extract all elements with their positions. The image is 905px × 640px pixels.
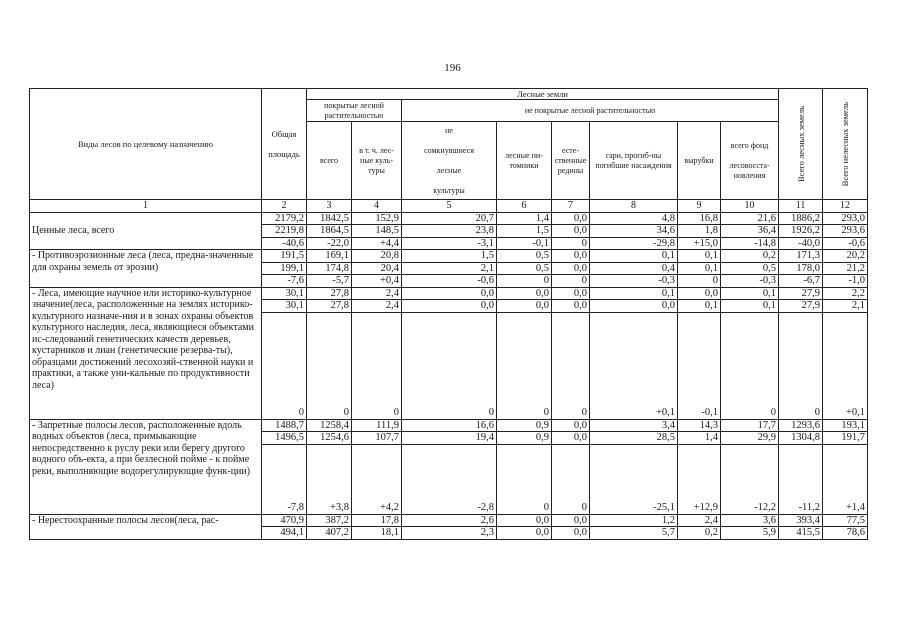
col-number: 2 — [262, 200, 307, 213]
table-cell: 2179,2 — [262, 212, 307, 225]
table-cell: 1258,4 — [307, 419, 352, 432]
table-cell: 0,0 — [552, 225, 590, 238]
table-cell: -12,2 — [721, 444, 779, 514]
header-all: всего — [307, 122, 352, 200]
table-cell: 1488,7 — [262, 419, 307, 432]
table-cell: 0,2 — [721, 250, 779, 263]
table-cell: 17,8 — [352, 514, 402, 527]
table-cell: 470,9 — [262, 514, 307, 527]
table-cell: -2,8 — [402, 444, 497, 514]
table-cell: 30,1 — [262, 300, 307, 313]
table-cell: 0,1 — [590, 287, 678, 300]
col-number: 7 — [552, 200, 590, 213]
table-row — [30, 212, 868, 225]
table-cell: -1,0 — [823, 275, 868, 288]
table-cell: +0,4 — [352, 275, 402, 288]
table-cell: 27,8 — [307, 300, 352, 313]
table-cell: 0,0 — [402, 287, 497, 300]
table-cell: 0,5 — [497, 262, 552, 275]
row-label: Ценные леса, всего — [30, 212, 262, 250]
table-cell: -40,0 — [779, 237, 823, 250]
table-cell: 36,4 — [721, 225, 779, 238]
table-cell: 148,5 — [352, 225, 402, 238]
table-cell: 0,0 — [552, 419, 590, 432]
table-cell: -7,6 — [262, 275, 307, 288]
table-cell: 21,2 — [823, 262, 868, 275]
table-cell: 1,5 — [402, 250, 497, 263]
table-cell: 16,8 — [678, 212, 721, 225]
header-total-area: Общая площадь — [262, 89, 307, 200]
table-cell: 3,6 — [721, 514, 779, 527]
table-cell: -22,0 — [307, 237, 352, 250]
table-cell: -0,1 — [497, 237, 552, 250]
table-cell: 0,1 — [721, 287, 779, 300]
table-cell: 20,4 — [352, 262, 402, 275]
table-cell: 3,4 — [590, 419, 678, 432]
table-cell: 0,0 — [552, 432, 590, 445]
table-cell: 1254,6 — [307, 432, 352, 445]
table-cell: 27,9 — [779, 287, 823, 300]
forest-table — [29, 88, 868, 540]
table-cell: 29,9 — [721, 432, 779, 445]
col-number: 5 — [402, 200, 497, 213]
table-cell: -6,7 — [779, 275, 823, 288]
table-cell: 5,7 — [590, 527, 678, 540]
table-cell: 0 — [497, 275, 552, 288]
header-incl-cultures: в т. ч. лес-ные куль-туры — [352, 122, 402, 200]
table-row — [30, 514, 868, 527]
page-number: 196 — [444, 62, 461, 74]
table-cell: 0,1 — [678, 300, 721, 313]
table-cell: -7,8 — [262, 444, 307, 514]
table-cell: 293,0 — [823, 212, 868, 225]
table-cell: +3,8 — [307, 444, 352, 514]
table-cell: 387,2 — [307, 514, 352, 527]
table-cell: -0,6 — [823, 237, 868, 250]
table-cell: 0,1 — [721, 300, 779, 313]
table-cell: 1,4 — [497, 212, 552, 225]
col-number: 12 — [823, 200, 868, 213]
table-cell: 23,8 — [402, 225, 497, 238]
header-clearings: вырубки — [678, 122, 721, 200]
table-cell: 0,0 — [497, 514, 552, 527]
table-cell: -11,2 — [779, 444, 823, 514]
table-cell: 0,0 — [497, 300, 552, 313]
table-cell: 27,9 — [779, 300, 823, 313]
col-number: 9 — [678, 200, 721, 213]
table-cell: 1926,2 — [779, 225, 823, 238]
table-cell: -29,8 — [590, 237, 678, 250]
table-cell: 2,4 — [678, 514, 721, 527]
col-number: 8 — [590, 200, 678, 213]
header-not-closed: не сомкнувшиеся лесные культуры — [402, 122, 497, 200]
table-cell: 1886,2 — [779, 212, 823, 225]
table-cell: 30,1 — [262, 287, 307, 300]
table-cell: 0 — [402, 312, 497, 419]
table-cell: 1496,5 — [262, 432, 307, 445]
col-number: 1 — [30, 200, 262, 213]
table-cell: 2,4 — [352, 287, 402, 300]
table-cell: 107,7 — [352, 432, 402, 445]
table-cell: 152,9 — [352, 212, 402, 225]
table-cell: 2,2 — [823, 287, 868, 300]
table-cell: -14,8 — [721, 237, 779, 250]
table-cell: +1,4 — [823, 444, 868, 514]
table-cell: 0 — [779, 312, 823, 419]
table-cell: 28,5 — [590, 432, 678, 445]
table-cell: 293,6 — [823, 225, 868, 238]
table-cell: 169,1 — [307, 250, 352, 263]
table-cell: 0 — [552, 237, 590, 250]
row-label: - Нерестоохранные полосы лесов(леса, рас- — [30, 514, 262, 539]
table-cell: 18,1 — [352, 527, 402, 540]
table-cell: +15,0 — [678, 237, 721, 250]
table-cell: 2,1 — [823, 300, 868, 313]
table-cell: 0,1 — [678, 262, 721, 275]
table-cell: +0,1 — [823, 312, 868, 419]
col-number: 6 — [497, 200, 552, 213]
row-label: - Противоэрозионные леса (леса, предна-значенные для охраны земель от эрозии) — [30, 250, 262, 288]
table-row — [30, 287, 868, 300]
table-cell: 0,1 — [678, 250, 721, 263]
table-cell: 0 — [497, 444, 552, 514]
table-cell: +12,9 — [678, 444, 721, 514]
table-cell: 0,0 — [552, 514, 590, 527]
table-cell: 0,9 — [497, 419, 552, 432]
header-total-nonforest: Всего нелесных земель — [823, 89, 868, 200]
table-cell: 19,4 — [402, 432, 497, 445]
header-natural-sparse: есте-ственные редины — [552, 122, 590, 200]
header-not-covered: не покрытые лесной растительностью — [402, 100, 779, 122]
table-cell: 0 — [262, 312, 307, 419]
col-number: 3 — [307, 200, 352, 213]
table-cell: 193,1 — [823, 419, 868, 432]
table-cell: 2219,8 — [262, 225, 307, 238]
row-label: - Леса, имеющие научное или историко-культурное значение(леса, расположенные на землях историко-культурного назначе-ния и в зонах охраны объектов культурного наследия, леса, являющиеся объектами ис-следований генетических качеств деревьев, кустарников и лиан (генетические резерва-ты), образцами достижений лесохозяй-ственной науки и практики, а также уни-кальные по продуктивности леса) — [30, 287, 262, 419]
header-burnt: гари, прогиб-ны погибшие насаждения — [590, 122, 678, 200]
table-cell: +4,4 — [352, 237, 402, 250]
table-cell: 0 — [552, 275, 590, 288]
table-cell: 1293,6 — [779, 419, 823, 432]
table-cell: 21,6 — [721, 212, 779, 225]
col-number: 10 — [721, 200, 779, 213]
col-number: 11 — [779, 200, 823, 213]
table-cell: 0,0 — [402, 300, 497, 313]
table-cell: 0,0 — [552, 250, 590, 263]
table-cell: 1,4 — [678, 432, 721, 445]
table-cell: 20,7 — [402, 212, 497, 225]
table-cell: 0 — [307, 312, 352, 419]
table-cell: 1864,5 — [307, 225, 352, 238]
table-cell: 0,0 — [590, 300, 678, 313]
table-cell: 111,9 — [352, 419, 402, 432]
table-cell: 174,8 — [307, 262, 352, 275]
table-cell: 0 — [552, 444, 590, 514]
table-cell: 0,1 — [590, 250, 678, 263]
table-cell: 0 — [352, 312, 402, 419]
table-cell: 393,4 — [779, 514, 823, 527]
table-cell: 77,5 — [823, 514, 868, 527]
table-cell: 199,1 — [262, 262, 307, 275]
table-cell: 0 — [552, 312, 590, 419]
table-cell: 0,0 — [552, 212, 590, 225]
table-cell: 1,2 — [590, 514, 678, 527]
table-cell: 20,8 — [352, 250, 402, 263]
table-cell: 0 — [678, 275, 721, 288]
table-cell: 17,7 — [721, 419, 779, 432]
table-cell: 78,6 — [823, 527, 868, 540]
table-cell: -0,1 — [678, 312, 721, 419]
table-cell: 1,8 — [678, 225, 721, 238]
table-row — [30, 250, 868, 263]
table-cell: 5,9 — [721, 527, 779, 540]
table-cell: 0,0 — [497, 527, 552, 540]
table-cell: 0,0 — [552, 300, 590, 313]
table-cell: -0,3 — [590, 275, 678, 288]
table-cell: 4,8 — [590, 212, 678, 225]
table-cell: 191,7 — [823, 432, 868, 445]
table-cell: 407,2 — [307, 527, 352, 540]
table-cell: 14,3 — [678, 419, 721, 432]
table-cell: -40,6 — [262, 237, 307, 250]
table-cell: 0,5 — [497, 250, 552, 263]
table-cell: 1,5 — [497, 225, 552, 238]
table-cell: 0,2 — [678, 527, 721, 540]
table-cell: 16,6 — [402, 419, 497, 432]
column-numbers-row — [30, 200, 868, 213]
header-type: Виды лесов по целевому назначению — [30, 89, 262, 200]
table-cell: -0,6 — [402, 275, 497, 288]
table-cell: 0 — [497, 312, 552, 419]
table-cell: 0,0 — [552, 262, 590, 275]
table-cell: -25,1 — [590, 444, 678, 514]
table-cell: 171,3 — [779, 250, 823, 263]
row-label: - Запретные полосы лесов, расположенные вдоль водных объектов (леса, примыкающие непосредственно к руслу реки или берегу другого водного объ-екта, а при безлесной пойме - к пойме реки, выполняющие водорегулирующие функ-ции) — [30, 419, 262, 514]
table-cell: -0,3 — [721, 275, 779, 288]
table-cell: 494,1 — [262, 527, 307, 540]
col-number: 4 — [352, 200, 402, 213]
table-cell: 0 — [721, 312, 779, 419]
header-covered: покрытые лесной растительностью — [307, 100, 402, 122]
table-cell: 2,4 — [352, 300, 402, 313]
header-total-forest: Всего лесных земель — [779, 89, 823, 200]
table-cell: 0,4 — [590, 262, 678, 275]
table-cell: -5,7 — [307, 275, 352, 288]
table-cell: 2,3 — [402, 527, 497, 540]
header-reforest-fund: всего фонд лесовосста-новления — [721, 122, 779, 200]
table-body — [30, 212, 868, 539]
table-cell: 1842,5 — [307, 212, 352, 225]
table-cell: 0,9 — [497, 432, 552, 445]
table-cell: 2,6 — [402, 514, 497, 527]
table-cell: 178,0 — [779, 262, 823, 275]
table-cell: 0,0 — [497, 287, 552, 300]
table-cell: 34,6 — [590, 225, 678, 238]
table-cell: 27,8 — [307, 287, 352, 300]
table-cell: 0,5 — [721, 262, 779, 275]
header-forest-lands: Лесные земли — [307, 89, 779, 100]
table-cell: 1304,8 — [779, 432, 823, 445]
table-cell: 0,0 — [678, 287, 721, 300]
table-cell: 2,1 — [402, 262, 497, 275]
table-cell: -3,1 — [402, 237, 497, 250]
table-cell: 20,2 — [823, 250, 868, 263]
table-cell: 0,0 — [552, 527, 590, 540]
table-cell: +0,1 — [590, 312, 678, 419]
table-cell: 415,5 — [779, 527, 823, 540]
table-cell: +4,2 — [352, 444, 402, 514]
table-cell: 191,5 — [262, 250, 307, 263]
table-row — [30, 419, 868, 432]
table-cell: 0,0 — [552, 287, 590, 300]
header-nurseries: лесные пи-томники — [497, 122, 552, 200]
